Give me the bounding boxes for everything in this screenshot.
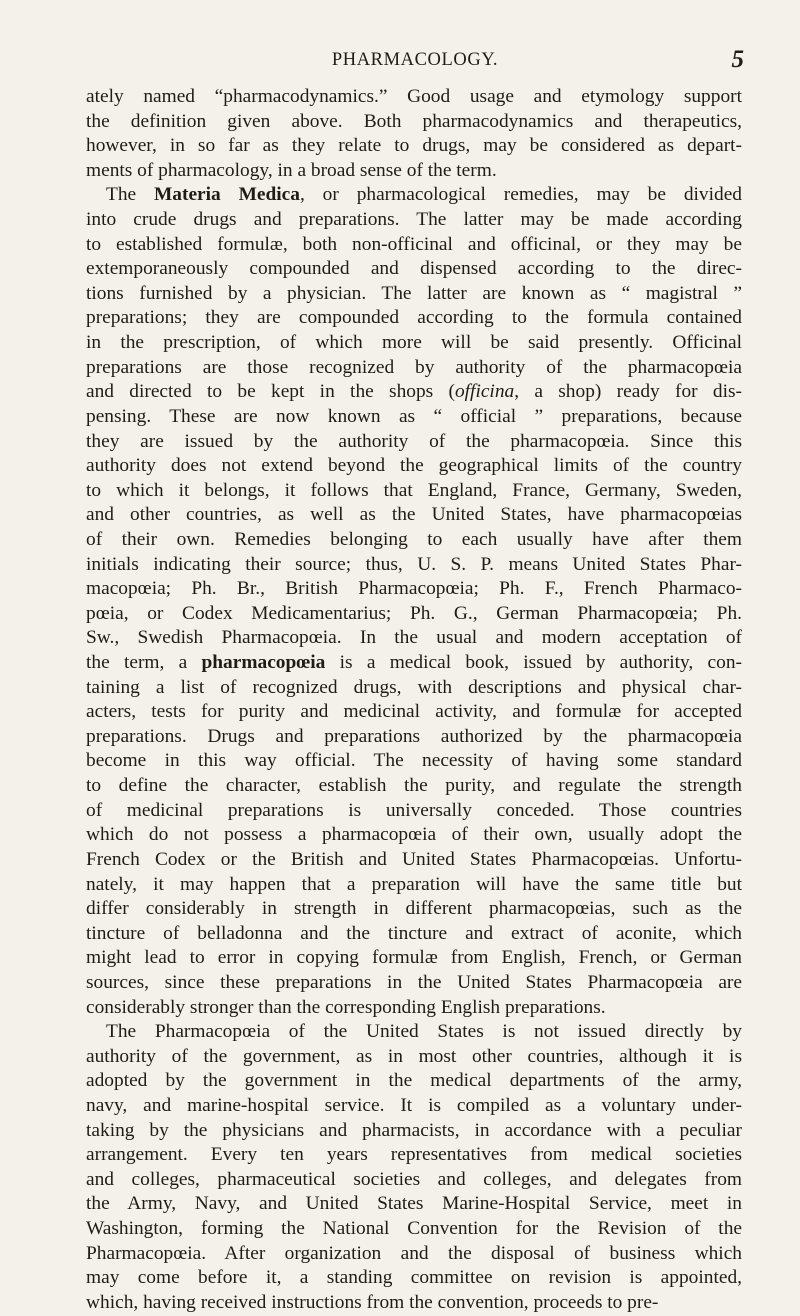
text-segment: preparations are those recognized by authority of the pharmacopœia [86,356,742,378]
text-line [86,479,742,504]
text-segment: to which it belongs, it follows that England, France, Germany, Sweden, [86,479,742,501]
text-line [86,282,742,307]
text-line [86,749,742,774]
text-line [86,1217,742,1242]
text-line [86,1168,742,1193]
text-segment: and directed to be kept in the shops ( [86,381,455,403]
text-line [86,1069,742,1094]
text-line [86,1119,742,1144]
text-line [86,602,742,627]
page-number: 5 [731,46,744,73]
text-line [86,971,742,996]
text-segment: extemporaneously compounded and dispensed according to the direc- [86,258,742,280]
text-segment: adopted by the government in the medical departments of the army, [86,1070,742,1092]
text-line [86,922,742,947]
text-segment: they are issued by the authority of the pharmacopœia. Since this [86,430,742,452]
text-segment: taking by the physicians and pharmacists, in accordance with a peculiar [86,1119,742,1141]
text-segment: considerably stronger than the corresponding English preparations. [86,996,606,1018]
text-line [86,651,742,676]
text-segment: authority of the government, as in most other countries, although it is [86,1045,742,1067]
text-line [86,774,742,799]
text-line [86,159,742,184]
text-line [86,799,742,824]
text-segment: and other countries, as well as the United States, have pharmacopœias [86,504,742,526]
text-line [86,725,742,750]
text-line [86,676,742,701]
text-line [86,873,742,898]
text-segment: initials indicating their source; thus, U. S. P. means United States Phar- [86,553,742,575]
text-line [86,85,742,110]
text-line [86,134,742,159]
text-segment: navy, and marine-hospital service. It is compiled as a voluntary under- [86,1094,742,1116]
text-line [86,823,742,848]
running-title: PHARMACOLOGY. [331,50,499,70]
paragraph [86,1020,742,1315]
text-segment: which, having received instructions from the convention, proceeds to pre- [86,1291,659,1313]
text-segment: pensing. These are now known as “ official ” preparations, because [86,405,742,427]
text-line [86,1020,742,1045]
text-line [86,1143,742,1168]
text-segment: of their own. Remedies belonging to each usually have after them [86,528,742,550]
text-segment: Washington, forming the National Convention for the Revision of the [86,1218,742,1240]
text-segment: and colleges, pharmaceutical societies and colleges, and delegates from [86,1168,742,1190]
text-segment: tions furnished by a physician. The latter are known as “ magistral ” [86,282,742,304]
text-line [86,848,742,873]
text-segment: ately named “pharmacodynamics.” Good usage and etymology support [86,86,742,107]
text-line [86,430,742,455]
text-line [86,380,742,405]
text-segment: which do not possess a pharmacopœia of their own, usually adopt the [86,824,742,846]
text-segment: to define the character, establish the purity, and regulate the strength [86,775,742,797]
text-line [86,1242,742,1267]
text-segment: preparations; they are compounded according to the formula contained [86,307,742,329]
text-segment: however, in so far as they relate to drugs, may be considered as depart- [86,135,742,157]
text-segment: authority does not extend beyond the geographical limits of the country [86,455,742,477]
text-line [86,1291,742,1316]
text-segment: of medicinal preparations is universally conceded. Those countries [86,799,742,821]
text-segment: acters, tests for purity and medicinal activity, and formulæ for accepted [86,701,742,723]
text-segment: in the prescription, of which more will be said presently. Officinal [86,332,742,354]
text-segment: is a medical book, issued by authority, con- [325,652,742,674]
text-segment: French Codex or the British and United States Pharmacopœias. Unfortu- [86,848,742,870]
text-segment: taining a list of recognized drugs, with descriptions and physical char- [86,676,742,698]
text-line [86,1045,742,1070]
bold-term: Materia Medica [154,184,300,206]
text-line [86,996,742,1021]
text-segment: might lead to error in copying formulæ from English, French, or German [86,947,742,969]
text-line [86,405,742,430]
text-line [86,306,742,331]
text-segment: Pharmacopœia. After organization and the disposal of business which [86,1242,742,1264]
bold-term: pharmacopœia [201,652,326,674]
running-head [86,46,744,80]
text-segment: The Pharmacopœia of the United States is not issued directly by [106,1021,742,1043]
text-line [86,626,742,651]
text-line [86,110,742,135]
text-line [86,233,742,258]
text-line [86,577,742,602]
text-segment: the Army, Navy, and United States Marine-Hospital Service, meet in [86,1193,742,1215]
text-segment: may come before it, a standing committee on revision is appointed, [86,1267,742,1289]
text-line [86,257,742,282]
text-segment: to established formulæ, both non-officinal and officinal, or they may be [86,233,742,255]
paragraph [86,85,742,183]
paragraph [86,183,742,1020]
text-segment: Sw., Swedish Pharmacopœia. In the usual and modern acceptation of [86,627,742,649]
text-line [86,454,742,479]
text-segment: tincture of belladonna and the tincture and extract of aconite, which [86,922,742,944]
text-segment: the definition given above. Both pharmacodynamics and therapeutics, [86,110,742,132]
text-segment: , a shop) ready for dis- [514,381,742,403]
text-segment: nately, it may happen that a preparation will have the same title but [86,873,742,895]
text-line [86,356,742,381]
text-segment: into crude drugs and preparations. The latter may be made according [86,209,742,231]
text-line [86,1266,742,1291]
text-segment: sources, since these preparations in the United States Pharmacopœia are [86,971,742,993]
text-line [86,331,742,356]
text-line [86,700,742,725]
body-text [86,85,742,1315]
text-segment: the term, a [86,652,202,674]
text-segment: become in this way official. The necessity of having some standard [86,750,742,772]
text-segment: , or pharmacological remedies, may be divided [299,184,742,206]
text-line [86,553,742,578]
text-segment: macopœia; Ph. Br., British Pharmacopœia; Ph. F., French Pharmaco- [86,578,742,600]
text-line [86,1094,742,1119]
text-line [86,183,742,208]
italic-term: officina [454,381,515,403]
text-line [86,897,742,922]
text-line [86,946,742,971]
text-segment: differ considerably in strength in different pharmacopœias, such as the [86,898,742,920]
text-line [86,503,742,528]
text-line [86,1192,742,1217]
text-segment: pœia, or Codex Medicamentarius; Ph. G., German Pharmacopœia; Ph. [86,602,742,624]
text-segment: arrangement. Every ten years representatives from medical societies [86,1144,742,1166]
text-segment: The [106,184,154,206]
text-line [86,528,742,553]
text-line [86,208,742,233]
text-segment: preparations. Drugs and preparations authorized by the pharmacopœia [86,725,742,747]
text-segment: ments of pharmacology, in a broad sense of the term. [86,159,497,181]
